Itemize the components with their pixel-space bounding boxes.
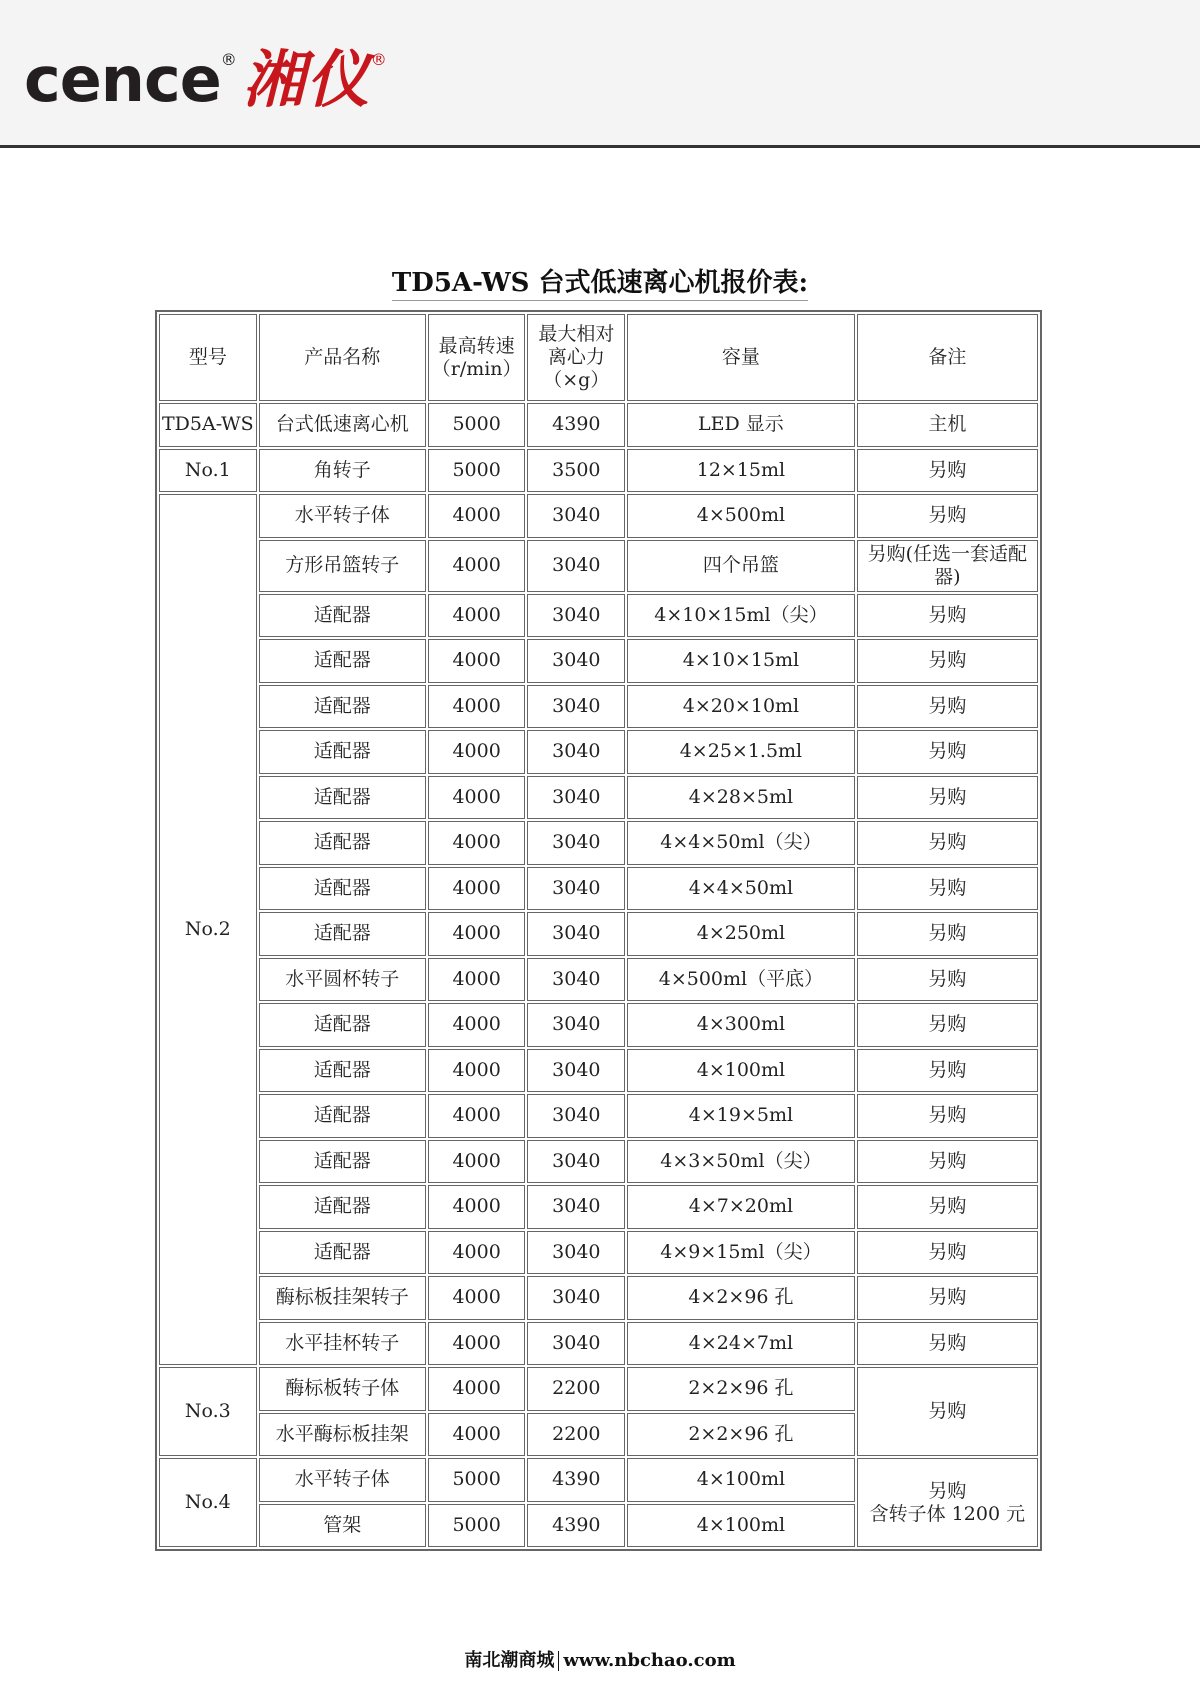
capacity-cell: 4×3×50ml（尖） <box>627 1140 855 1184</box>
max-rcf-cell: 3040 <box>527 1276 625 1320</box>
table-row <box>159 1458 1038 1502</box>
capacity-cell: 4×4×50ml（尖） <box>627 821 855 865</box>
product-name-cell: 管架 <box>259 1504 426 1548</box>
table-row <box>159 1003 1038 1047</box>
max-speed-cell: 4000 <box>428 730 526 774</box>
page-title-text: TD5A-WS 台式低速离心机报价表: <box>392 268 808 301</box>
remark-cell: 另购 <box>857 685 1038 729</box>
capacity-cell: 4×500ml（平底） <box>627 958 855 1002</box>
model-cell: No.2 <box>159 494 257 1365</box>
max-speed-cell: 4000 <box>428 1367 526 1411</box>
capacity-cell: 四个吊篮 <box>627 540 855 592</box>
model-cell: No.1 <box>159 449 257 493</box>
product-name-cell: 适配器 <box>259 867 426 911</box>
remark-cell: 另购 <box>857 821 1038 865</box>
column-header: 备注 <box>857 314 1038 401</box>
max-speed-cell: 4000 <box>428 1140 526 1184</box>
table-row <box>159 1140 1038 1184</box>
max-speed-cell: 4000 <box>428 1231 526 1275</box>
capacity-cell: 4×250ml <box>627 912 855 956</box>
table-row <box>159 958 1038 1002</box>
table-row <box>159 685 1038 729</box>
max-speed-cell: 4000 <box>428 776 526 820</box>
max-rcf-cell: 3040 <box>527 776 625 820</box>
table-row <box>159 1367 1038 1411</box>
remark-cell: 另购(任选一套适配器) <box>857 540 1038 592</box>
product-name-cell: 水平挂杯转子 <box>259 1322 426 1366</box>
table-row <box>159 730 1038 774</box>
remark-cell: 另购 <box>857 958 1038 1002</box>
table-row <box>159 1185 1038 1229</box>
max-speed-cell: 4000 <box>428 958 526 1002</box>
max-rcf-cell: 3040 <box>527 1003 625 1047</box>
table-row <box>159 867 1038 911</box>
remark-cell: 另购 <box>857 1049 1038 1093</box>
remark-cell: 另购 <box>857 494 1038 538</box>
capacity-cell: 4×25×1.5ml <box>627 730 855 774</box>
max-rcf-cell: 3040 <box>527 639 625 683</box>
capacity-cell: 4×500ml <box>627 494 855 538</box>
remark-cell: 另购 <box>857 1322 1038 1366</box>
capacity-cell: 4×19×5ml <box>627 1094 855 1138</box>
remark-cell: 另购 <box>857 1367 1038 1456</box>
product-name-cell: 适配器 <box>259 821 426 865</box>
max-speed-cell: 5000 <box>428 449 526 493</box>
max-speed-cell: 4000 <box>428 867 526 911</box>
max-speed-cell: 4000 <box>428 1094 526 1138</box>
table-row <box>159 594 1038 638</box>
table-row <box>159 912 1038 956</box>
max-rcf-cell: 3040 <box>527 1049 625 1093</box>
model-cell: No.4 <box>159 1458 257 1547</box>
remark-cell: 另购 <box>857 776 1038 820</box>
max-speed-cell: 4000 <box>428 1276 526 1320</box>
remark-cell: 另购 <box>857 1003 1038 1047</box>
remark-cell: 另购 <box>857 730 1038 774</box>
product-name-cell: 酶标板转子体 <box>259 1367 426 1411</box>
max-speed-cell: 4000 <box>428 494 526 538</box>
max-rcf-cell: 3040 <box>527 730 625 774</box>
column-header: 最大相对离心力（×g） <box>527 314 625 401</box>
model-cell: TD5A-WS <box>159 403 257 447</box>
table-row <box>159 821 1038 865</box>
max-speed-cell: 4000 <box>428 1185 526 1229</box>
table-row <box>159 1231 1038 1275</box>
table-row <box>159 403 1038 447</box>
remark-cell: 另购 <box>857 1185 1038 1229</box>
column-header: 最高转速（r/min） <box>428 314 526 401</box>
max-rcf-cell: 4390 <box>527 1458 625 1502</box>
table-row <box>159 1322 1038 1366</box>
remark-line: 另购 <box>928 1479 967 1502</box>
product-name-cell: 酶标板挂架转子 <box>259 1276 426 1320</box>
max-speed-cell: 4000 <box>428 594 526 638</box>
capacity-cell: 4×10×15ml（尖） <box>627 594 855 638</box>
capacity-cell: 4×2×96 孔 <box>627 1276 855 1320</box>
capacity-cell: 2×2×96 孔 <box>627 1367 855 1411</box>
capacity-cell: 2×2×96 孔 <box>627 1413 855 1457</box>
max-rcf-cell: 3040 <box>527 1140 625 1184</box>
capacity-cell: 4×100ml <box>627 1504 855 1548</box>
capacity-cell: 4×20×10ml <box>627 685 855 729</box>
max-rcf-cell: 3040 <box>527 685 625 729</box>
max-speed-cell: 5000 <box>428 403 526 447</box>
capacity-cell: 4×100ml <box>627 1049 855 1093</box>
max-rcf-cell: 4390 <box>527 1504 625 1548</box>
remark-cell: 另购 <box>857 1140 1038 1184</box>
max-speed-cell: 4000 <box>428 1003 526 1047</box>
max-speed-cell: 5000 <box>428 1458 526 1502</box>
page-footer <box>0 1646 1200 1672</box>
registered-mark: ® <box>370 50 387 69</box>
product-name-cell: 水平转子体 <box>259 494 426 538</box>
remark-cell: 另购 <box>857 1276 1038 1320</box>
max-speed-cell: 4000 <box>428 912 526 956</box>
max-rcf-cell: 2200 <box>527 1367 625 1411</box>
max-speed-cell: 4000 <box>428 1413 526 1457</box>
max-rcf-cell: 3040 <box>527 594 625 638</box>
max-rcf-cell: 2200 <box>527 1413 625 1457</box>
table-row <box>159 540 1038 592</box>
max-rcf-cell: 3040 <box>527 912 625 956</box>
capacity-cell: 12×15ml <box>627 449 855 493</box>
product-name-cell: 水平圆杯转子 <box>259 958 426 1002</box>
max-rcf-cell: 3500 <box>527 449 625 493</box>
footer-divider <box>558 1651 559 1671</box>
max-rcf-cell: 4390 <box>527 403 625 447</box>
max-rcf-cell: 3040 <box>527 958 625 1002</box>
product-name-cell: 适配器 <box>259 730 426 774</box>
page-header <box>0 0 1200 148</box>
column-header: 型号 <box>159 314 257 401</box>
product-name-cell: 水平转子体 <box>259 1458 426 1502</box>
max-rcf-cell: 3040 <box>527 540 625 592</box>
column-header: 产品名称 <box>259 314 426 401</box>
max-rcf-cell: 3040 <box>527 1185 625 1229</box>
remark-cell: 另购 <box>857 912 1038 956</box>
footer-url[interactable]: www.nbchao.com <box>563 1650 736 1671</box>
max-rcf-cell: 3040 <box>527 1322 625 1366</box>
product-name-cell: 台式低速离心机 <box>259 403 426 447</box>
remark-cell: 主机 <box>857 403 1038 447</box>
footer-site-name: 南北潮商城 <box>464 1650 555 1671</box>
remark-cell <box>857 1458 1038 1547</box>
max-speed-cell: 4000 <box>428 639 526 683</box>
remark-line: 含转子体 1200 元 <box>869 1502 1026 1525</box>
price-table <box>155 310 1042 1551</box>
capacity-cell: 4×4×50ml <box>627 867 855 911</box>
product-name-cell: 适配器 <box>259 594 426 638</box>
cence-logo <box>24 40 387 120</box>
product-name-cell: 适配器 <box>259 685 426 729</box>
capacity-cell: 4×10×15ml <box>627 639 855 683</box>
product-name-cell: 适配器 <box>259 1049 426 1093</box>
table-row <box>159 449 1038 493</box>
table-row <box>159 494 1038 538</box>
remark-cell: 另购 <box>857 449 1038 493</box>
product-name-cell: 方形吊篮转子 <box>259 540 426 592</box>
product-name-cell: 适配器 <box>259 776 426 820</box>
product-name-cell: 适配器 <box>259 1003 426 1047</box>
table-row <box>159 639 1038 683</box>
product-name-cell: 适配器 <box>259 912 426 956</box>
capacity-cell: 4×9×15ml（尖） <box>627 1231 855 1275</box>
max-rcf-cell: 3040 <box>527 1231 625 1275</box>
remark-cell: 另购 <box>857 1094 1038 1138</box>
logo-text-cn: 湘仪 <box>242 43 371 116</box>
max-speed-cell: 4000 <box>428 1322 526 1366</box>
table-header-row <box>159 314 1038 401</box>
max-speed-cell: 5000 <box>428 1504 526 1548</box>
remark-cell: 另购 <box>857 1231 1038 1275</box>
max-rcf-cell: 3040 <box>527 821 625 865</box>
page-title <box>0 262 1200 299</box>
max-speed-cell: 4000 <box>428 540 526 592</box>
max-rcf-cell: 3040 <box>527 494 625 538</box>
table-row <box>159 1049 1038 1093</box>
product-name-cell: 角转子 <box>259 449 426 493</box>
table-row <box>159 1276 1038 1320</box>
remark-cell: 另购 <box>857 867 1038 911</box>
capacity-cell: 4×24×7ml <box>627 1322 855 1366</box>
registered-mark: ® <box>220 50 237 69</box>
table-row <box>159 1094 1038 1138</box>
capacity-cell: 4×7×20ml <box>627 1185 855 1229</box>
model-cell: No.3 <box>159 1367 257 1456</box>
max-rcf-cell: 3040 <box>527 867 625 911</box>
logo-text-en: cence <box>24 43 221 116</box>
capacity-cell: 4×28×5ml <box>627 776 855 820</box>
remark-cell: 另购 <box>857 639 1038 683</box>
max-rcf-cell: 3040 <box>527 1094 625 1138</box>
max-speed-cell: 4000 <box>428 1049 526 1093</box>
capacity-cell: 4×300ml <box>627 1003 855 1047</box>
product-name-cell: 适配器 <box>259 1185 426 1229</box>
max-speed-cell: 4000 <box>428 821 526 865</box>
product-name-cell: 适配器 <box>259 1094 426 1138</box>
max-speed-cell: 4000 <box>428 685 526 729</box>
column-header: 容量 <box>627 314 855 401</box>
capacity-cell: 4×100ml <box>627 1458 855 1502</box>
product-name-cell: 适配器 <box>259 639 426 683</box>
product-name-cell: 水平酶标板挂架 <box>259 1413 426 1457</box>
product-name-cell: 适配器 <box>259 1140 426 1184</box>
remark-cell: 另购 <box>857 594 1038 638</box>
product-name-cell: 适配器 <box>259 1231 426 1275</box>
capacity-cell: LED 显示 <box>627 403 855 447</box>
table-row <box>159 776 1038 820</box>
